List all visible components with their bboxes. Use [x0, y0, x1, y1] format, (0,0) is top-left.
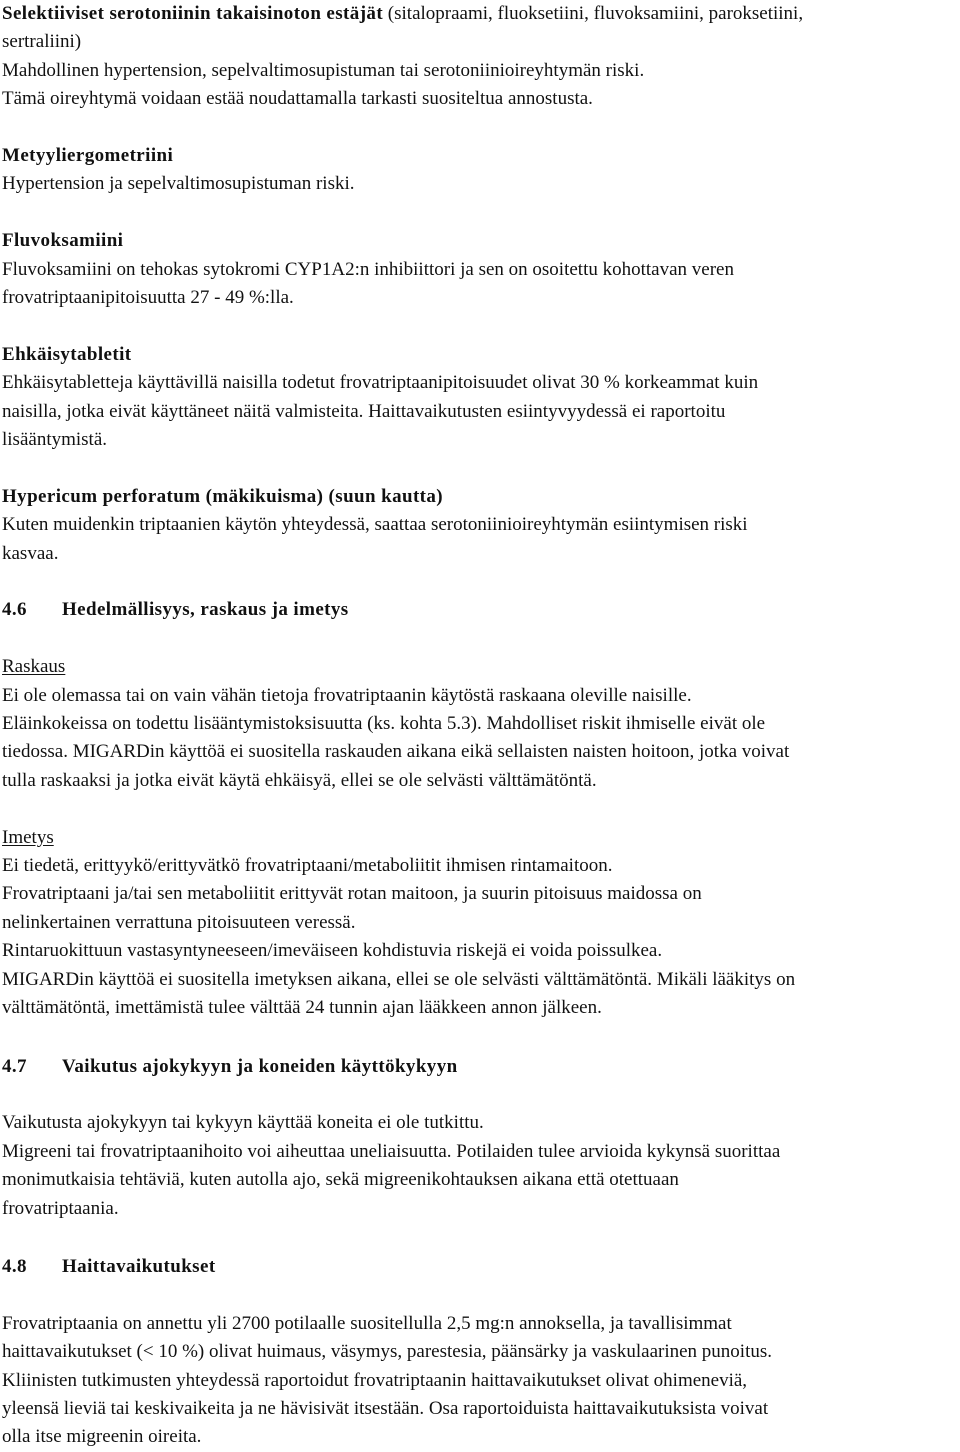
raskaus-section — [2, 653, 954, 795]
raskaus-text: Eläinkokeissa on todettu lisääntymistoksisuutta (ks. kohta 5.3). Mahdolliset riskit ihmiselle eivät ole — [2, 713, 766, 735]
raskaus-heading: Raskaus — [2, 656, 66, 678]
section-4-8-text: Frovatriptaania on annettu yli 2700 potilaalle suositellulla 2,5 mg:n annoksella, ja tavallisimmat — [2, 1312, 732, 1334]
section-4-8-heading — [2, 1253, 954, 1281]
section-4-7-text: monimutkaisia tehtäviä, kuten autolla ajo, sekä migreenikohtauksen aikana että otettuaan — [2, 1169, 679, 1191]
spacer — [2, 199, 954, 227]
ssri-text: Tämä oireyhtymä voidaan estää noudattamalla tarkasti suositeltua annostusta. — [2, 88, 593, 110]
raskaus-heading-line — [2, 653, 954, 681]
ehkaisy-text: Ehkäisytabletteja käyttävillä naisilla todetut frovatriptaanipitoisuudet olivat 30 % korkeammat kuin — [2, 372, 759, 394]
ehkaisy-text: lisääntymistä. — [2, 429, 108, 451]
ssri-heading: Selektiiviset serotoniinin takaisinoton estäjät — [2, 3, 384, 24]
hypericum-section — [2, 483, 954, 568]
spacer — [2, 1223, 954, 1253]
raskaus-text: tulla raskaaksi ja jotka eivät käytä ehkäisyä, ellei se ole selvästi välttämätöntä. — [2, 769, 597, 791]
section-title: Hedelmällisyys, raskaus ja imetys — [62, 599, 349, 621]
ehkaisy-text: naisilla, jotka eivät käyttäneet näitä valmisteita. Haittavaikutusten esiintyvyydessä ei raportoitu — [2, 400, 726, 422]
fluvoksamiini-section — [2, 227, 954, 312]
spacer — [2, 568, 954, 596]
metyyli-section — [2, 142, 954, 199]
metyyli-text: Hypertension ja sepelvaltimosupistuman riski. — [2, 173, 355, 195]
section-number: 4.7 — [2, 1055, 27, 1077]
section-4-8-text: olla itse migreenin oireita. — [2, 1426, 202, 1448]
section-title: Vaikutus ajokykyyn ja koneiden käyttökykyyn — [62, 1055, 458, 1077]
fluvoksamiini-text: Fluvoksamiini on tehokas sytokromi CYP1A2:n inhibiittori ja sen on osoitettu kohottavan veren — [2, 258, 734, 280]
spacer — [2, 1023, 954, 1053]
imetys-text: MIGARDin käyttöä ei suositella imetyksen aikana, ellei se ole selvästi välttämätöntä. Mikäli lääkitys on — [2, 968, 796, 990]
ssri-text: sertraliini) — [2, 31, 82, 53]
section-4-7-text: Migreeni tai frovatriptaanihoito voi aiheuttaa uneliaisuutta. Potilaiden tulee arvioida kykynsä suorittaa — [2, 1140, 781, 1162]
ssri-heading-line — [2, 0, 954, 28]
raskaus-text: tiedossa. MIGARDin käyttöä ei suositella raskauden aikana eikä sellaisten naisten hoitoon, jotka voivat — [2, 741, 790, 763]
imetys-text: Rintaruokittuun vastasyntyneeseen/imeväiseen kohdistuvia riskejä ei voida poissulkea. — [2, 940, 663, 962]
section-4-8 — [2, 1253, 954, 1452]
document-page — [2, 0, 954, 1452]
section-4-7 — [2, 1053, 954, 1223]
section-4-6-heading — [2, 596, 954, 624]
section-4-8-text: yleensä lieviä tai keskivaikeita ja ne hävisivät itsestään. Osa raportoiduista haittavaikutuksista voivat — [2, 1397, 769, 1419]
fluvoksamiini-text: frovatriptaanipitoisuutta 27 - 49 %:lla. — [2, 287, 294, 309]
section-4-7-text: frovatriptaania. — [2, 1197, 119, 1219]
hypericum-text: Kuten muidenkin triptaanien käytön yhteydessä, saattaa serotoniinioireyhtymän esiintymisen riski — [2, 514, 748, 536]
ssri-heading-rest: (sitalopraami, fluoksetiini, fluvoksamiini, paroksetiini, — [383, 3, 804, 24]
spacer — [2, 1081, 954, 1109]
section-number: 4.8 — [2, 1255, 27, 1277]
metyyli-heading: Metyyliergometriini — [2, 145, 174, 167]
imetys-section — [2, 824, 954, 1023]
section-4-8-text: Kliinisten tutkimusten yhteydessä raportoidut frovatriptaanin haittavaikutukset olivat ohimeneviä, — [2, 1369, 748, 1391]
hypericum-heading: Hypericum perforatum (mäkikuisma) (suun kautta) — [2, 485, 444, 507]
imetys-heading: Imetys — [2, 826, 54, 848]
fluvoksamiini-heading: Fluvoksamiini — [2, 230, 124, 252]
section-4-8-text: haittavaikutukset (< 10 %) olivat huimaus, väsymys, parestesia, päänsärky ja vaskulaarinen punoitus. — [2, 1341, 773, 1363]
section-4-7-text: Vaikutusta ajokykyyn tai kykyyn käyttää koneita ei ole tutkittu. — [2, 1112, 484, 1134]
imetys-text: nelinkertainen verrattuna pitoisuuteen veressä. — [2, 911, 356, 933]
section-title: Haittavaikutukset — [62, 1255, 216, 1277]
section-4-7-heading — [2, 1053, 954, 1081]
spacer — [2, 1281, 954, 1309]
ssri-section — [2, 0, 954, 114]
spacer — [2, 312, 954, 340]
spacer — [2, 625, 954, 653]
hypericum-text: kasvaa. — [2, 542, 59, 564]
section-4-6 — [2, 596, 954, 624]
ssri-text: Mahdollinen hypertension, sepelvaltimosupistuman tai serotoniinioireyhtymän riski. — [2, 59, 645, 81]
spacer — [2, 795, 954, 823]
ehkaisy-section — [2, 341, 954, 455]
imetys-heading-line — [2, 824, 954, 852]
imetys-text: välttämätöntä, imettämistä tulee välttää 24 tunnin ajan lääkkeen annon jälkeen. — [2, 997, 602, 1019]
imetys-text: Frovatriptaani ja/tai sen metaboliitit erittyvät rotan maitoon, ja suurin pitoisuus maidossa on — [2, 883, 702, 905]
section-number: 4.6 — [2, 599, 27, 621]
spacer — [2, 454, 954, 482]
imetys-text: Ei tiedetä, erittyykö/erittyvätkö frovatriptaani/metaboliitit ihmisen rintamaitoon. — [2, 855, 613, 877]
ehkaisy-heading: Ehkäisytabletit — [2, 343, 132, 365]
spacer — [2, 114, 954, 142]
raskaus-text: Ei ole olemassa tai on vain vähän tietoja frovatriptaanin käytöstä raskaana oleville naisille. — [2, 684, 692, 706]
